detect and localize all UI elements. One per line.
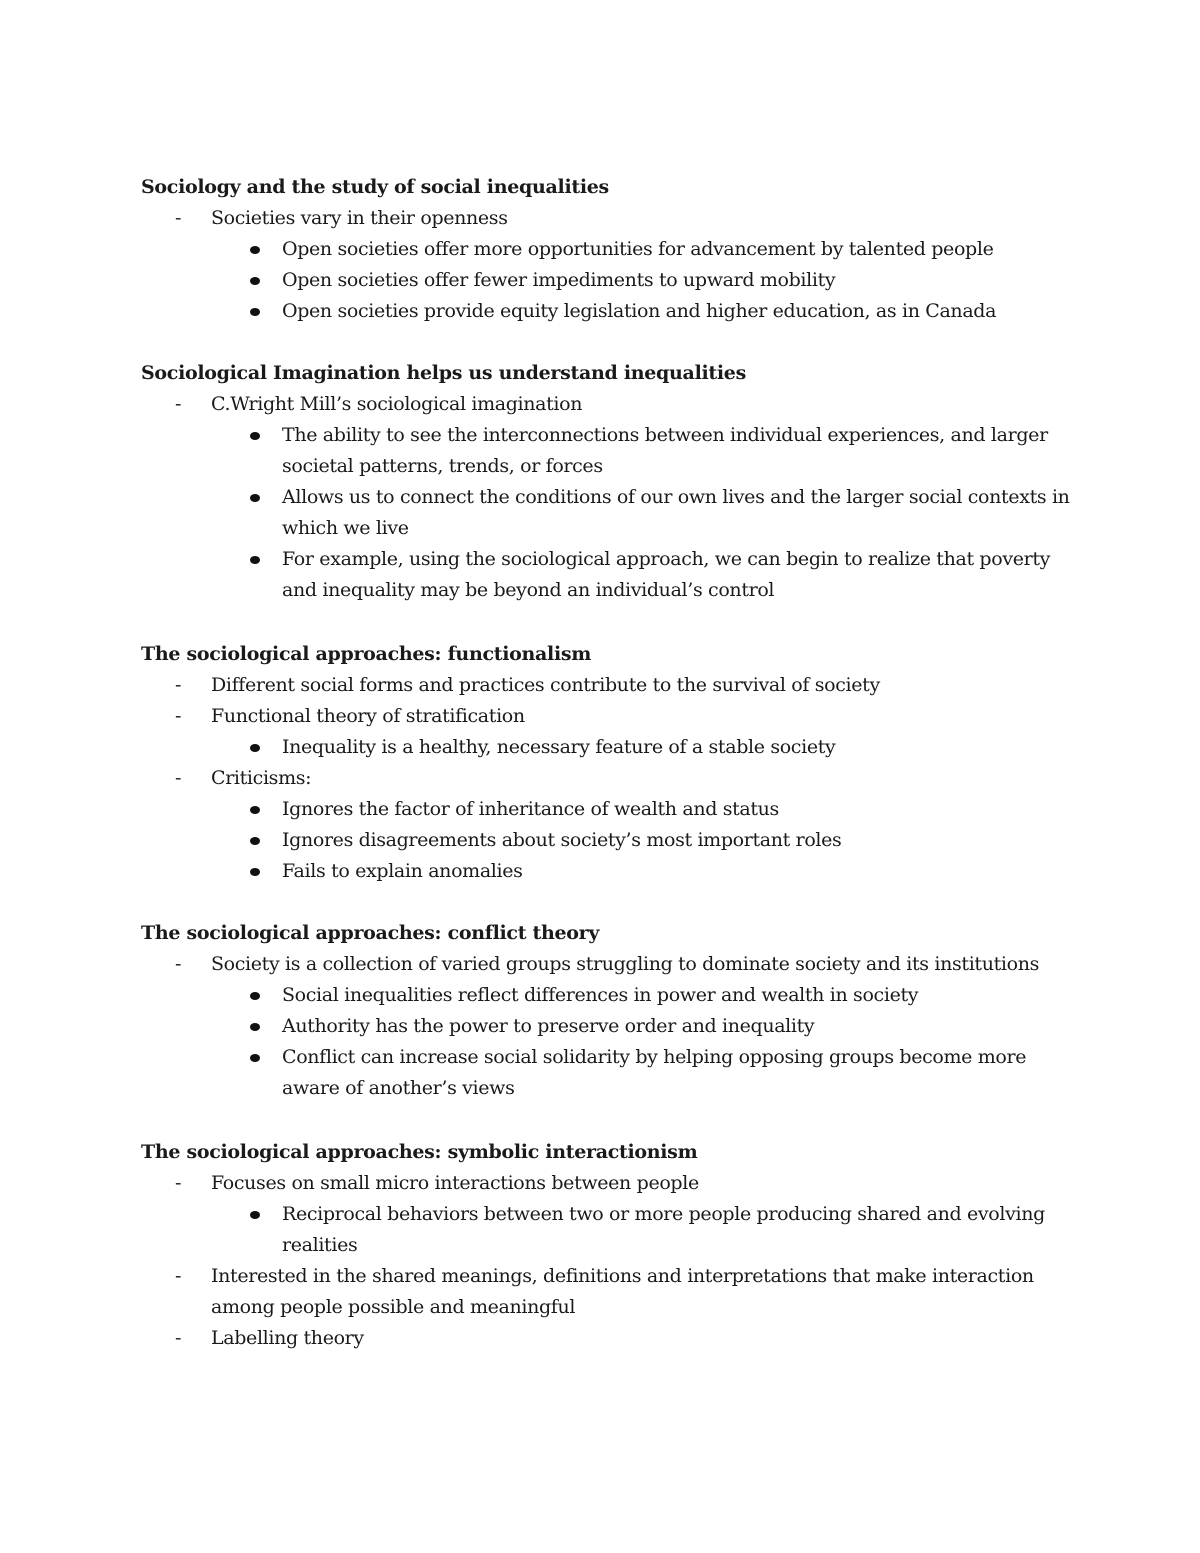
bullet-icon bbox=[250, 1054, 260, 1062]
dash-marker: - bbox=[175, 705, 182, 727]
list-item-text: Reciprocal behaviors between two or more people producing shared and evolving realities bbox=[282, 1203, 1045, 1256]
bullet-list-item bbox=[141, 732, 1081, 763]
section-heading: The sociological approaches: symbolic interactionism bbox=[141, 1141, 698, 1163]
list-item-text: C.Wright Mill’s sociological imagination bbox=[211, 393, 583, 415]
bullet-list-item bbox=[141, 265, 1081, 296]
bullet-list-item bbox=[141, 856, 1081, 887]
bullet-list-item bbox=[141, 825, 1081, 856]
section-sociological-imagination bbox=[141, 358, 1081, 606]
dash-list-item bbox=[141, 203, 1081, 234]
dash-list-item bbox=[141, 949, 1081, 980]
section-functionalism bbox=[141, 639, 1081, 887]
dash-marker: - bbox=[175, 767, 182, 789]
dash-marker: - bbox=[175, 1172, 182, 1194]
dash-list-item bbox=[141, 389, 1081, 420]
bullet-list-item bbox=[141, 544, 1081, 606]
list-item-text: The ability to see the interconnections between individual experiences, and larger societal patterns, trends, or forces bbox=[282, 424, 1048, 477]
section-heading: Sociology and the study of social inequalities bbox=[141, 176, 609, 198]
list-item-text: For example, using the sociological approach, we can begin to realize that poverty and inequality may be beyond an individual’s control bbox=[282, 548, 1051, 601]
list-item-text: Allows us to connect the conditions of our own lives and the larger social contexts in which we live bbox=[282, 486, 1070, 539]
list-item-text: Focuses on small micro interactions between people bbox=[211, 1172, 699, 1194]
list-item-text: Different social forms and practices contribute to the survival of society bbox=[211, 674, 880, 696]
list-item-text: Criticisms: bbox=[211, 767, 312, 789]
dash-marker: - bbox=[175, 1265, 182, 1287]
list-item-text: Labelling theory bbox=[211, 1327, 364, 1349]
bullet-list-item bbox=[141, 1011, 1081, 1042]
bullet-list-item bbox=[141, 794, 1081, 825]
bullet-icon bbox=[250, 992, 260, 1000]
bullet-icon bbox=[250, 806, 260, 814]
bullet-list-item bbox=[141, 420, 1081, 482]
dash-list-item bbox=[141, 1323, 1081, 1354]
section-conflict-theory bbox=[141, 918, 1081, 1104]
bullet-icon bbox=[250, 868, 260, 876]
bullet-list-item bbox=[141, 1199, 1081, 1261]
bullet-icon bbox=[250, 556, 260, 564]
list-item-text: Conflict can increase social solidarity by helping opposing groups become more aware of another’s views bbox=[282, 1046, 1027, 1099]
dash-marker: - bbox=[175, 1327, 182, 1349]
dash-list-item bbox=[141, 670, 1081, 701]
list-item-text: Functional theory of stratification bbox=[211, 705, 525, 727]
list-item-text: Ignores disagreements about society’s most important roles bbox=[282, 829, 842, 851]
bullet-icon bbox=[250, 494, 260, 502]
list-item-text: Open societies offer fewer impediments to upward mobility bbox=[282, 269, 836, 291]
bullet-icon bbox=[250, 246, 260, 254]
bullet-list-item bbox=[141, 1042, 1081, 1104]
dash-list-item bbox=[141, 763, 1081, 794]
bullet-icon bbox=[250, 1023, 260, 1031]
list-item-text: Open societies provide equity legislation and higher education, as in Canada bbox=[282, 300, 997, 322]
bullet-icon bbox=[250, 744, 260, 752]
dash-list-item bbox=[141, 1168, 1081, 1199]
dash-marker: - bbox=[175, 674, 182, 696]
list-item-text: Open societies offer more opportunities for advancement by talented people bbox=[282, 238, 994, 260]
dash-marker: - bbox=[175, 393, 182, 415]
list-item-text: Inequality is a healthy, necessary feature of a stable society bbox=[282, 736, 836, 758]
bullet-icon bbox=[250, 277, 260, 285]
dash-list-item bbox=[141, 701, 1081, 732]
section-symbolic-interactionism bbox=[141, 1137, 1081, 1354]
list-item-text: Societies vary in their openness bbox=[211, 207, 508, 229]
bullet-icon bbox=[250, 837, 260, 845]
section-heading: The sociological approaches: functionalism bbox=[141, 643, 592, 665]
list-item-text: Authority has the power to preserve order and inequality bbox=[282, 1015, 815, 1037]
bullet-icon bbox=[250, 1211, 260, 1219]
section-heading: The sociological approaches: conflict theory bbox=[141, 922, 600, 944]
bullet-list-item bbox=[141, 482, 1081, 544]
bullet-list-item bbox=[141, 980, 1081, 1011]
section-heading: Sociological Imagination helps us understand inequalities bbox=[141, 362, 746, 384]
bullet-icon bbox=[250, 432, 260, 440]
bullet-list-item bbox=[141, 234, 1081, 265]
bullet-list-item bbox=[141, 296, 1081, 327]
dash-list-item bbox=[141, 1261, 1081, 1323]
list-item-text: Ignores the factor of inheritance of wealth and status bbox=[282, 798, 779, 820]
list-item-text: Fails to explain anomalies bbox=[282, 860, 523, 882]
section-social-inequalities bbox=[141, 172, 1081, 327]
bullet-icon bbox=[250, 308, 260, 316]
list-item-text: Society is a collection of varied groups struggling to dominate society and its institutions bbox=[211, 953, 1039, 975]
dash-marker: - bbox=[175, 953, 182, 975]
dash-marker: - bbox=[175, 207, 182, 229]
list-item-text: Interested in the shared meanings, definitions and interpretations that make interaction among people possible and meaningful bbox=[211, 1265, 1034, 1318]
list-item-text: Social inequalities reflect differences in power and wealth in society bbox=[282, 984, 919, 1006]
